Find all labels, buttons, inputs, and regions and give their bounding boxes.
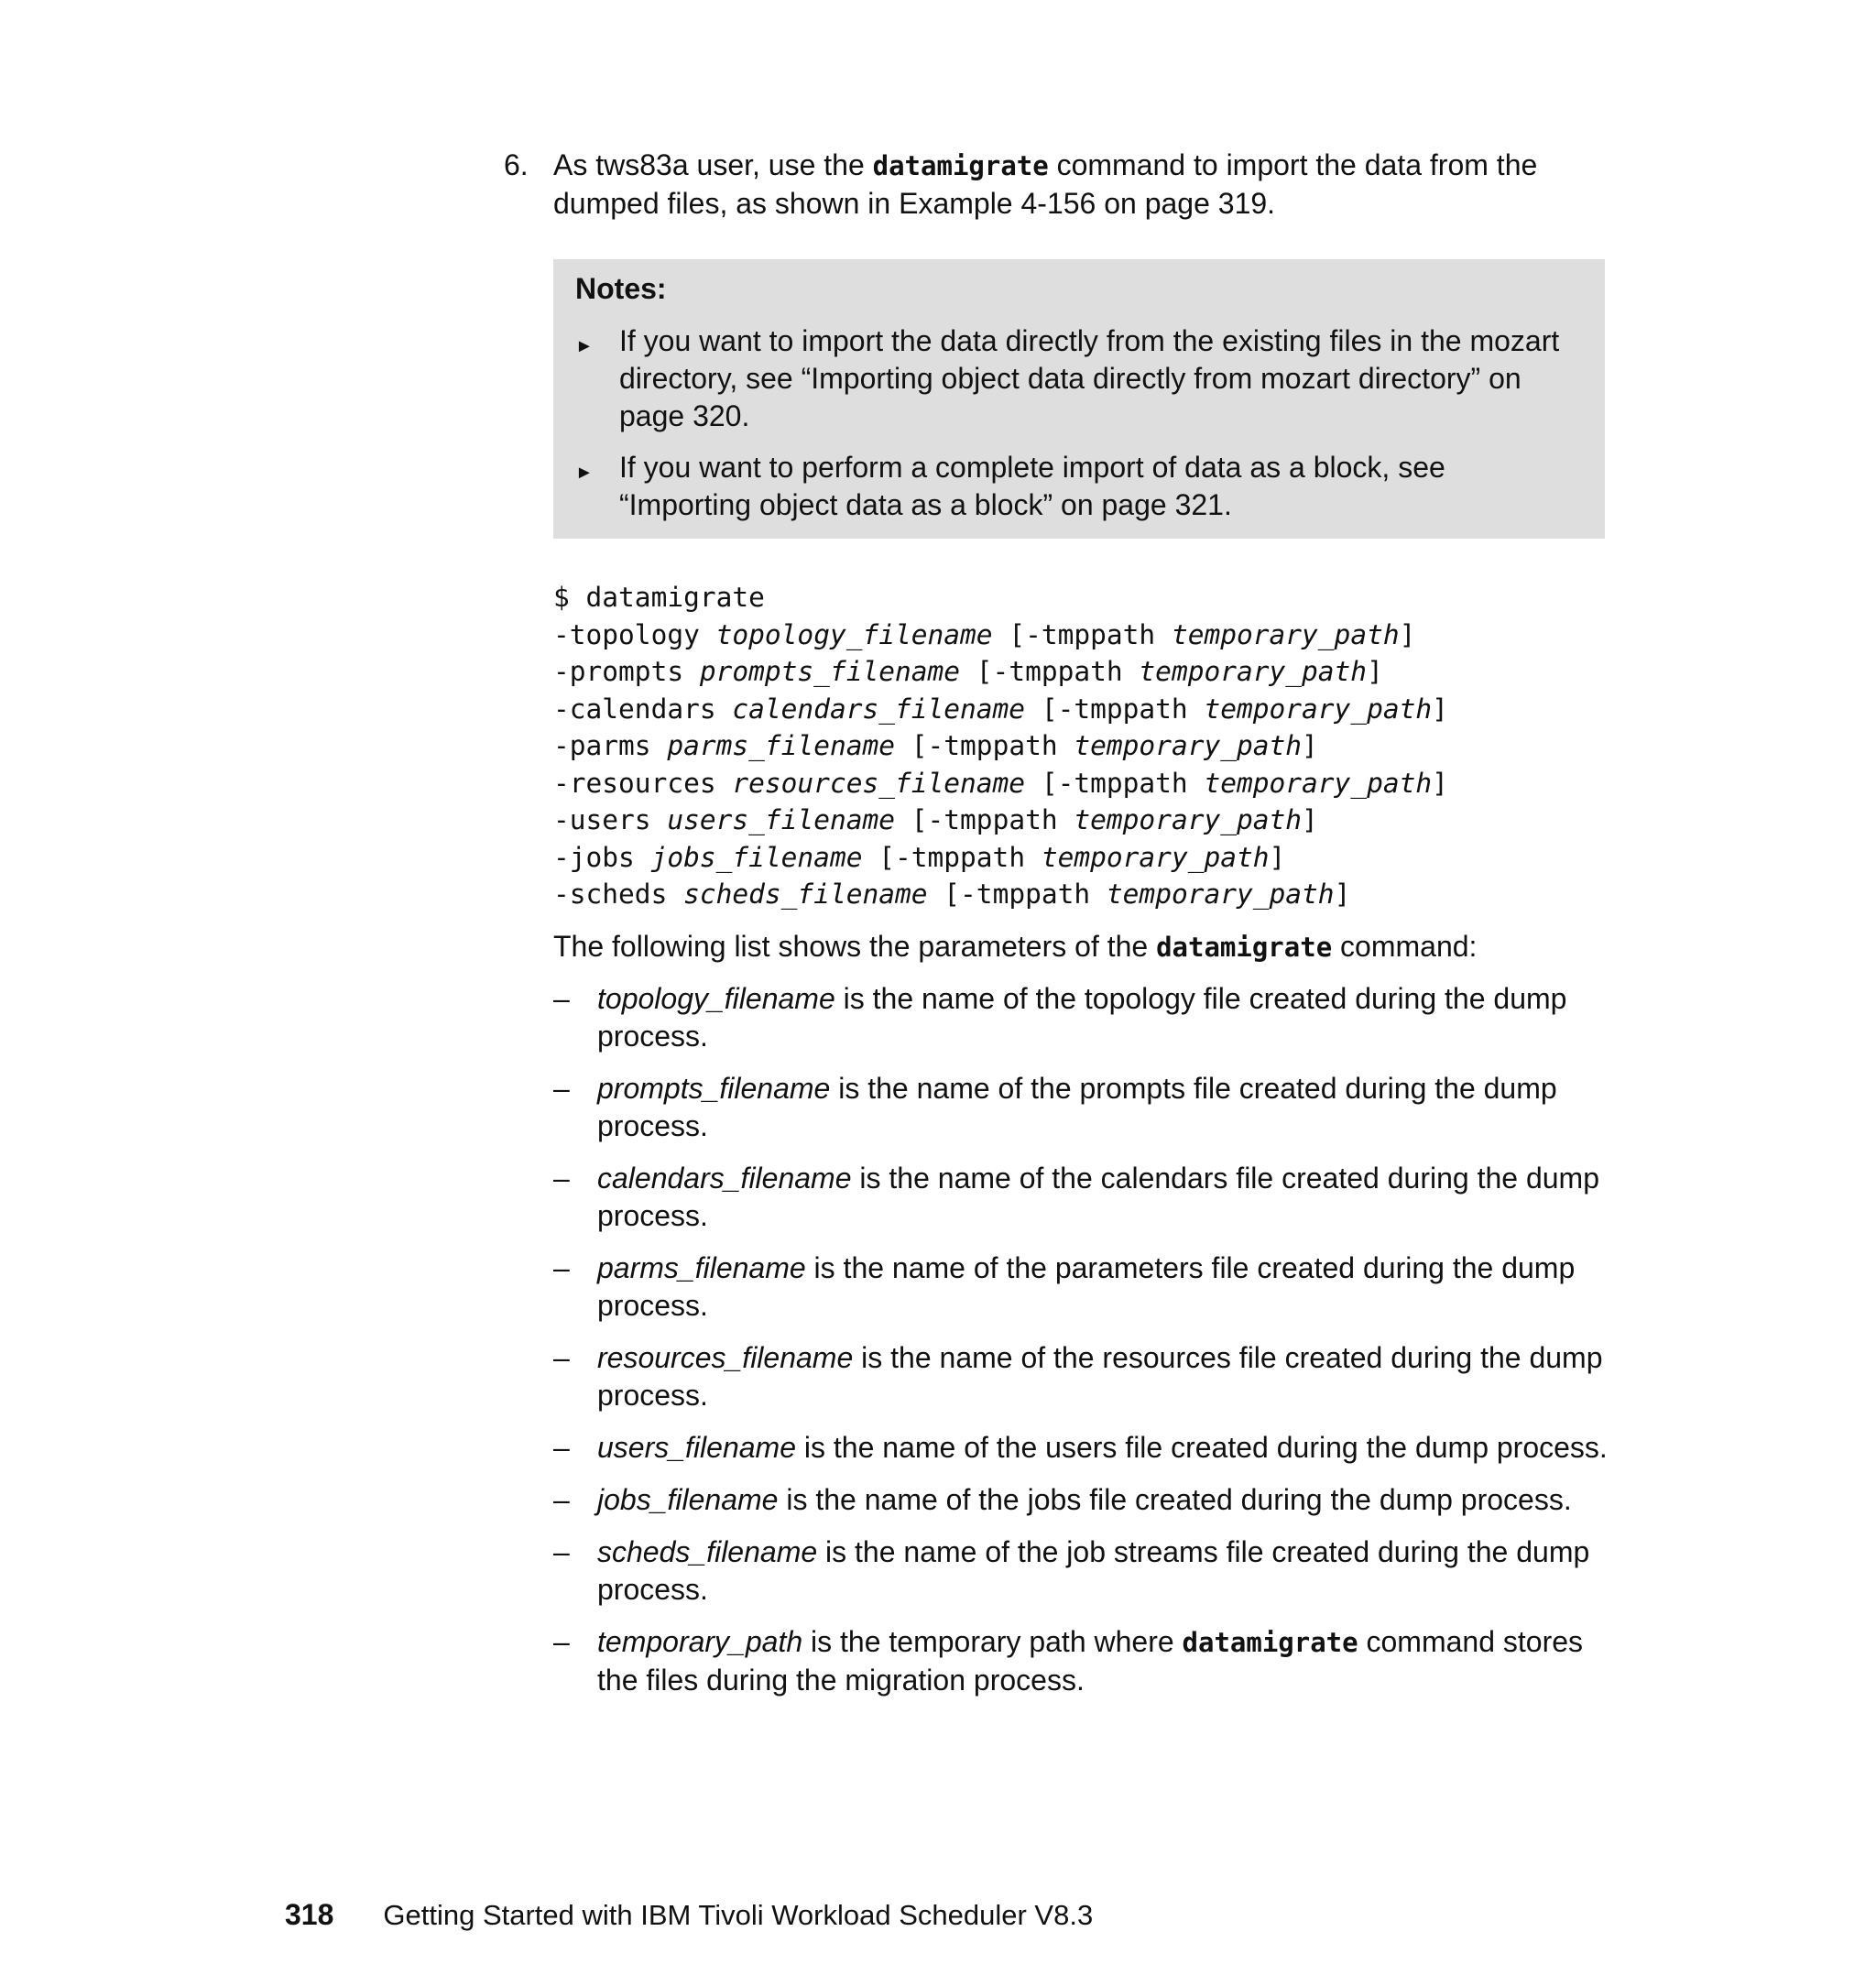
triangle-bullet-icon: ►	[575, 336, 594, 356]
list-item: – scheds_filename is the name of the job streams file created during the dump process.	[553, 1535, 1590, 1606]
code-line: -resources resources_filename [-tmppath temporary_path]	[553, 767, 1448, 799]
list-item: – calendars_filename is the name of the calendars file created during the dump process.	[553, 1162, 1599, 1232]
list-item: – resources_filename is the name of the resources file created during the dump process.	[553, 1341, 1603, 1412]
dash-bullet: –	[553, 1072, 570, 1105]
note-text: If you want to perform a complete import of data as a block, see “Importing object data as a block” on page 321.	[619, 451, 1445, 521]
list-item: – temporary_path is the temporary path where datamigrate command stores the files during the migration process.	[553, 1625, 1584, 1697]
dash-bullet: –	[553, 1431, 570, 1464]
code-block	[553, 579, 1448, 913]
param-name: prompts_filename	[597, 1072, 831, 1105]
code-line: -topology topology_filename [-tmppath temporary_path]	[553, 618, 1416, 650]
list-item: – topology_filename is the name of the topology file created during the dump process.	[553, 982, 1567, 1053]
command-name: datamigrate	[1156, 932, 1333, 963]
command-name: datamigrate	[1182, 1627, 1358, 1658]
list-item: – jobs_filename is the name of the jobs file created during the dump process.	[553, 1481, 1616, 1519]
page-footer	[285, 1896, 1093, 1934]
code-line: -prompts prompts_filename [-tmppath temporary_path]	[553, 656, 1383, 687]
command-name: datamigrate	[872, 150, 1049, 181]
code-prompt-line: $ datamigrate	[553, 582, 765, 613]
code-line: -parms parms_filename [-tmppath temporary_path]	[553, 730, 1318, 761]
list-item: – parms_filename is the name of the parameters file created during the dump process.	[553, 1251, 1576, 1322]
param-name: users_filename	[597, 1431, 796, 1464]
notes-box	[553, 259, 1605, 539]
triangle-bullet-icon: ►	[575, 463, 594, 483]
param-name: jobs_filename	[597, 1483, 779, 1516]
param-name: topology_filename	[597, 982, 835, 1015]
dash-bullet: –	[553, 1162, 570, 1195]
dash-bullet: –	[553, 1483, 570, 1516]
dash-bullet: –	[553, 982, 570, 1015]
param-name: resources_filename	[597, 1341, 854, 1374]
code-line: -jobs jobs_filename [-tmppath temporary_path]	[553, 841, 1286, 873]
step-number: 6.	[504, 148, 529, 181]
dash-bullet: –	[553, 1535, 570, 1568]
list-item: – prompts_filename is the name of the prompts file created during the dump process.	[553, 1072, 1557, 1142]
parameter-list	[553, 980, 1616, 1714]
step-text: As tws83a user, use the datamigrate command to import the data from the dumped files, as shown in Example 4-156 on page 319.	[553, 148, 1538, 220]
book-title: Getting Started with IBM Tivoli Workload Scheduler V8.3	[383, 1899, 1094, 1931]
code-line: -scheds scheds_filename [-tmppath temporary_path]	[553, 878, 1351, 910]
dash-bullet: –	[553, 1341, 570, 1374]
notes-title: Notes:	[575, 272, 667, 305]
list-item: – users_filename is the name of the users file created during the dump process.	[553, 1429, 1616, 1467]
note-text: If you want to import the data directly from the existing files in the mozart directory, see “Importing object data directly from mozart directory” on page 320.	[619, 324, 1560, 432]
dash-bullet: –	[553, 1625, 570, 1658]
param-name: calendars_filename	[597, 1162, 852, 1195]
code-line: -users users_filename [-tmppath temporary_path]	[553, 804, 1318, 835]
code-line: -calendars calendars_filename [-tmppath temporary_path]	[553, 693, 1448, 725]
dash-bullet: –	[553, 1251, 570, 1284]
page-number: 318	[285, 1898, 334, 1931]
param-name: scheds_filename	[597, 1535, 818, 1568]
params-intro: The following list shows the parameters of the datamigrate command:	[553, 930, 1478, 963]
param-name: parms_filename	[597, 1251, 806, 1284]
param-name: temporary_path	[597, 1625, 803, 1658]
